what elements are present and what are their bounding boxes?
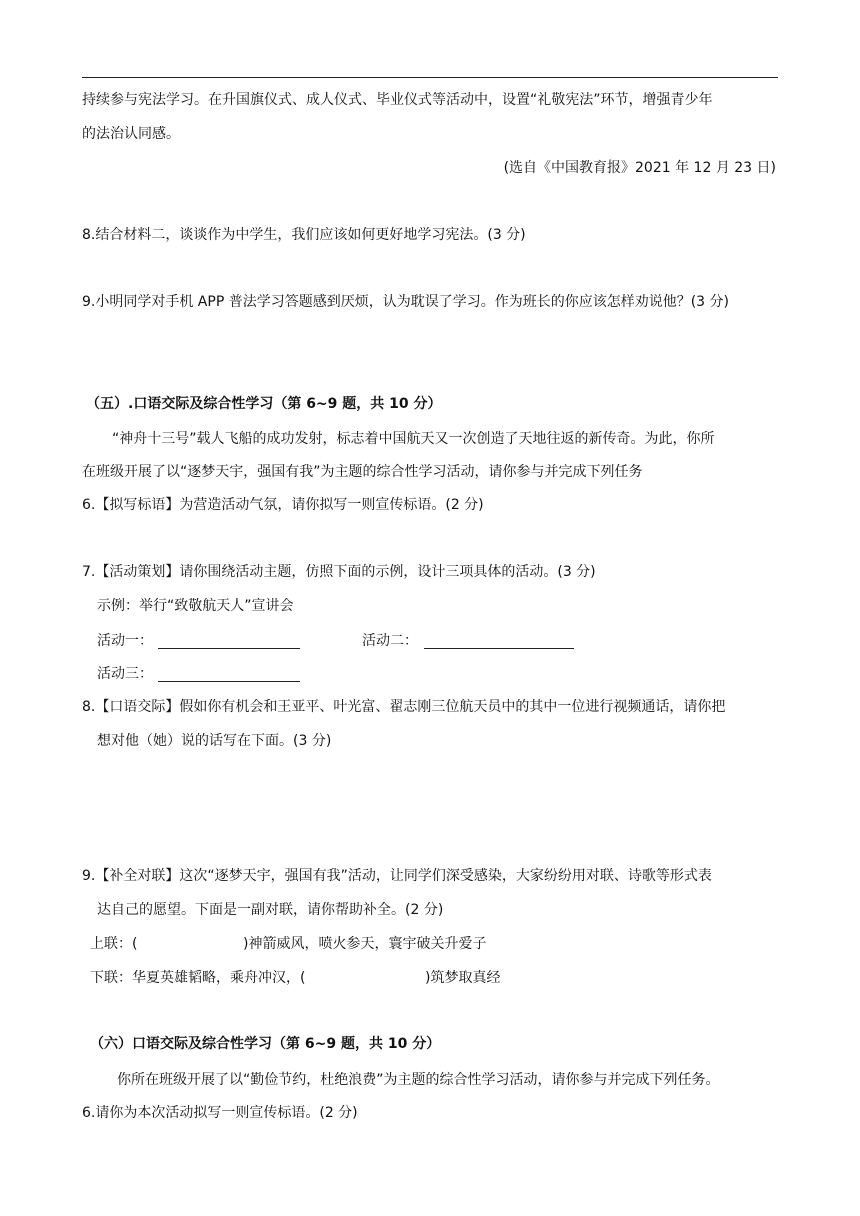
couplet-upper-prefix: 上联：( — [90, 936, 138, 952]
header-rule — [82, 77, 778, 78]
section-6-question-6: 6.请你为本次活动拟写一则宣传标语。(2 分) — [82, 1105, 358, 1121]
section-5-question-6: 6.【拟写标语】为营造活动气氛，请你拟写一则宣传标语。(2 分) — [82, 497, 484, 513]
material-source: (选自《中国教育报》2021 年 12 月 23 日) — [503, 160, 776, 176]
activity-3-label: 活动三： — [97, 666, 153, 682]
section-5-intro-line-1: “神舟十三号”载人飞船的成功发射，标志着中国航天又一次创造了天地往返的新传奇。为此，你所 — [112, 431, 715, 447]
section-5-question-7: 7.【活动策划】请你围绕活动主题，仿照下面的示例，设计三项具体的活动。(3 分) — [82, 564, 596, 580]
activity-2-label: 活动二： — [362, 633, 418, 649]
activity-2-blank[interactable] — [424, 648, 574, 649]
couplet-lower-suffix: )筑梦取真经 — [425, 970, 501, 986]
activity-1-blank[interactable] — [158, 648, 300, 649]
activity-example: 示例：举行“致敬航天人”宣讲会 — [97, 598, 294, 614]
section-5-title: （五）.口语交际及综合性学习（第 6~9 题，共 10 分） — [86, 396, 442, 412]
section-5-question-9-line-2: 达自己的愿望。下面是一副对联，请你帮助补全。(2 分) — [97, 902, 444, 918]
section-6-title: （六）口语交际及综合性学习（第 6~9 题，共 10 分） — [90, 1036, 441, 1052]
section-5-intro-line-2: 在班级开展了以“逐梦天宇，强国有我”为主题的综合性学习活动，请你参与并完成下列任务 — [82, 464, 643, 480]
section-5-question-8-line-1: 8.【口语交际】假如你有机会和王亚平、叶光富、翟志刚三位航天员中的其中一位进行视频通话，请你把 — [82, 699, 726, 715]
couplet-lower-prefix: 下联：华夏英雄韬略，乘舟冲汉，( — [90, 970, 306, 986]
material-line-1: 持续参与宪法学习。在升国旗仪式、成人仪式、毕业仪式等活动中，设置“礼敬宪法”环节，增强青少年 — [82, 92, 713, 108]
material-line-2: 的法治认同感。 — [82, 126, 180, 142]
activity-1-label: 活动一： — [97, 633, 153, 649]
question-9: 9.小明同学对手机 APP 普法学习答题感到厌烦，认为耽误了学习。作为班长的你应该怎样劝说他？(3 分) — [82, 294, 729, 310]
couplet-upper-suffix: )神箭威风，喷火参天，寰宇破关升爱子 — [243, 936, 487, 952]
section-5-question-8-line-2: 想对他（她）说的话写在下面。(3 分) — [97, 733, 332, 749]
section-6-intro: 你所在班级开展了以“勤俭节约，杜绝浪费”为主题的综合性学习活动，请你参与并完成下列任务。 — [117, 1072, 720, 1088]
activity-3-blank[interactable] — [158, 681, 300, 682]
question-8: 8.结合材料二，谈谈作为中学生，我们应该如何更好地学习宪法。(3 分) — [82, 227, 526, 243]
section-5-question-9-line-1: 9.【补全对联】这次“逐梦天宇，强国有我”活动，让同学们深受感染，大家纷纷用对联、诗歌等形式表 — [82, 868, 712, 884]
